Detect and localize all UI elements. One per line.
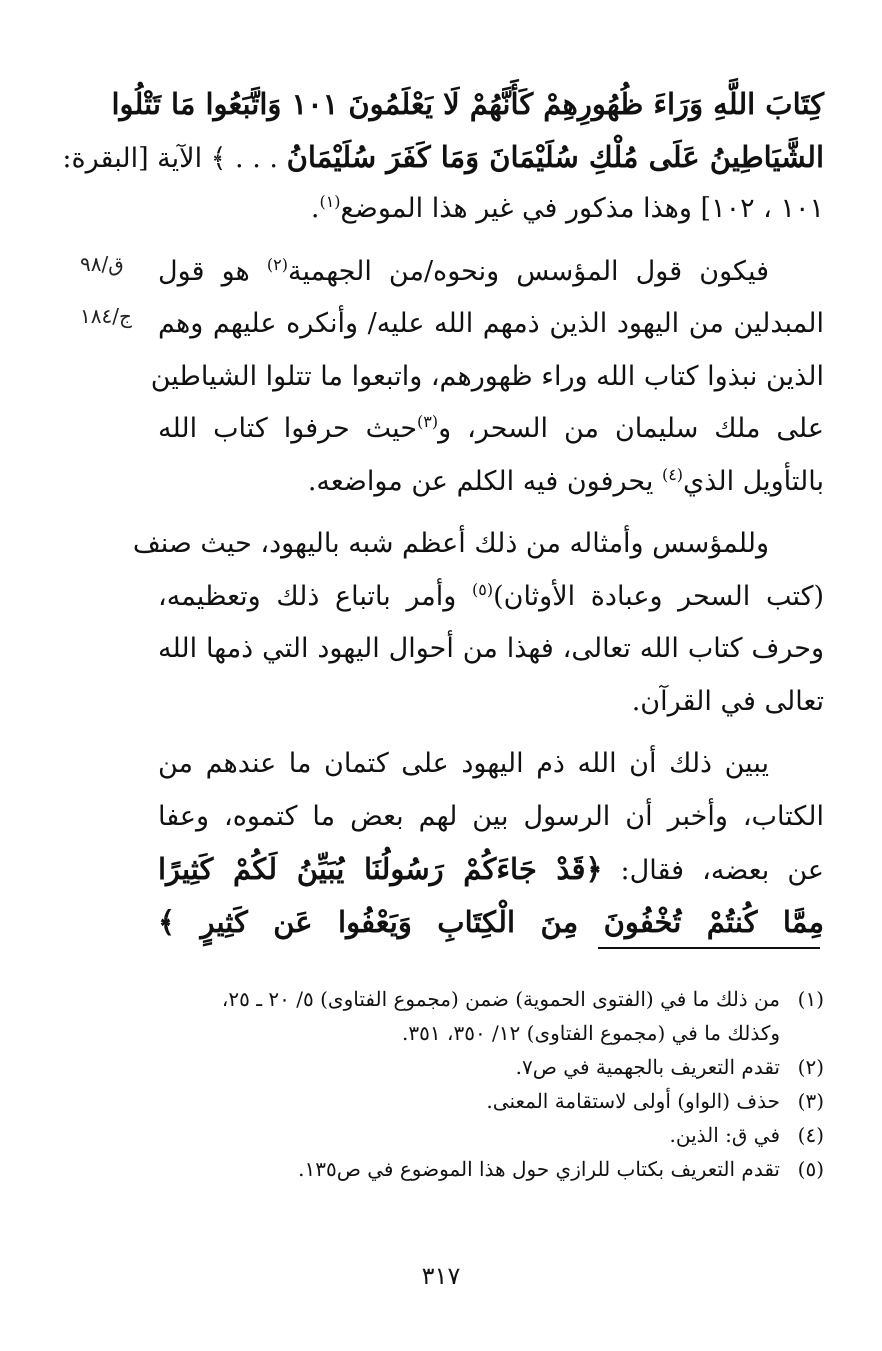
text-line <box>158 843 824 896</box>
footnote-ref-3[interactable]: (٣) <box>417 412 439 431</box>
text-segment: . <box>310 193 320 224</box>
footnote-text <box>158 982 780 1050</box>
text-line: المبدلين من اليهود الذين ذمهم الله عليه/ وأنكره عليهم وهم <box>158 308 824 339</box>
footnote-text: في ق: الذين. <box>669 1123 780 1147</box>
text-segment: عن بعضه، فقال: <box>602 855 824 886</box>
text-segment: هو قول <box>158 255 267 287</box>
text-line <box>158 403 824 456</box>
footnote-ref-4[interactable]: (٤) <box>661 464 684 484</box>
text-segment: وأمر باتباع ذلك وتعظيمه، <box>158 580 472 612</box>
quran-line-last: مِمَّا كُنتُمْ تُخْفُونَ مِنَ الْكِتَابِ وَيَعْفُوا عَن كَثِيرٍ ﴾ <box>158 904 824 939</box>
footnote-ref-2[interactable]: (٢) <box>266 254 288 274</box>
text-line: وللمؤسس وأمثاله من ذلك أعظم شبه باليهود، حيث صنف <box>132 528 769 559</box>
footnotes <box>158 982 824 1186</box>
footnote-number: (٢) <box>797 1055 824 1079</box>
verse-reference: . . . ﴾ الآية [البقرة: <box>62 142 278 174</box>
footnote-text: تقدم التعريف بكتاب للرازي حول هذا الموضوع في ص١٣٥. <box>298 1157 780 1181</box>
footnote-text: تقدم التعريف بالجهمية في ص٧. <box>515 1055 780 1079</box>
quran-line-1 <box>111 78 824 131</box>
footnote-number: (٣) <box>797 1089 824 1113</box>
footnote-3 <box>158 1084 824 1118</box>
text-line: الذين نبذوا كتاب الله وراء ظهورهم، واتبعوا ما تتلوا الشياطين <box>150 360 824 392</box>
footnote-5 <box>158 1152 824 1186</box>
quran-verse-text: الشَّيَاطِينُ عَلَى مُلْكِ سُلَيْمَانَ وَمَا كَفَرَ سُلَيْمَانُ <box>286 139 824 174</box>
page-number: ٣١٧ <box>421 1262 461 1290</box>
footnote-4 <box>158 1118 824 1152</box>
quran-verse-text: كِتَابَ اللَّهِ وَرَاءَ ظُهُورِهِمْ كَأَنَّهُمْ لَا يَعْلَمُونَ ١٠١ وَاتَّبَعُوا مَا تَتْلُوا <box>111 87 824 121</box>
footnote-number: (١) <box>797 987 824 1011</box>
footnote-text-line: من ذلك ما في (الفتوى الحموية) ضمن (مجموع الفتاوى) ٥/ ٢٠ ـ ٢٥، <box>221 987 780 1011</box>
text-segment: (كتب السحر وعبادة الأوثان) <box>493 580 824 612</box>
text-line <box>158 246 824 299</box>
margin-note-volume: ج/١٨٤ <box>80 304 132 328</box>
text-line: وحرف كتاب الله تعالى، فهذا من أحوال اليهود التي ذمها الله <box>158 633 824 664</box>
footnote-ref-1[interactable]: (١) <box>319 192 341 211</box>
footnote-separator <box>598 947 820 949</box>
footnote-number: (٤) <box>797 1123 824 1147</box>
text-line <box>158 183 824 236</box>
text-segment: بالتأويل الذي <box>683 465 824 497</box>
footnote-1 <box>158 982 824 1050</box>
text-segment: على ملك سليمان من السحر، و <box>438 413 824 444</box>
text-line <box>158 571 824 624</box>
margin-note-manuscript-q: ق/٩٨ <box>80 252 124 276</box>
quran-verse-text: ﴿قَدْ جَاءَكُمْ رَسُولُنَا يُبَيِّنُ لَكُمْ كَثِيرًا <box>158 852 603 886</box>
footnote-text: حذف (الواو) أولى لاستقامة المعنى. <box>486 1089 780 1113</box>
footnote-2 <box>158 1050 824 1084</box>
footnote-text-line: وكذلك ما في (مجموع الفتاوى) ١٢/ ٣٥٠، ٣٥١. <box>402 1021 780 1045</box>
footnote-number: (٥) <box>797 1157 824 1181</box>
text-segment: حيث حرفوا كتاب الله <box>158 413 418 444</box>
text-segment: يحرفون فيه الكلم عن مواضعه. <box>307 465 662 497</box>
text-line: الكتاب، وأخبر أن الرسول بين لهم بعض ما كتموه، وعفا <box>158 800 824 832</box>
text-segment: ١٠١ ، ١٠٢] وهذا مذكور في غير هذا الموضع <box>340 193 824 224</box>
text-line: يبين ذلك أن الله ذم اليهود على كتمان ما عندهم من <box>158 748 769 779</box>
text-line: تعالى في القرآن. <box>631 685 824 717</box>
text-line <box>158 456 824 509</box>
text-segment: فيكون قول المؤسس ونحوه/من الجهمية <box>287 255 769 287</box>
text-line <box>62 131 824 184</box>
footnote-ref-5[interactable]: (٥) <box>471 579 494 599</box>
